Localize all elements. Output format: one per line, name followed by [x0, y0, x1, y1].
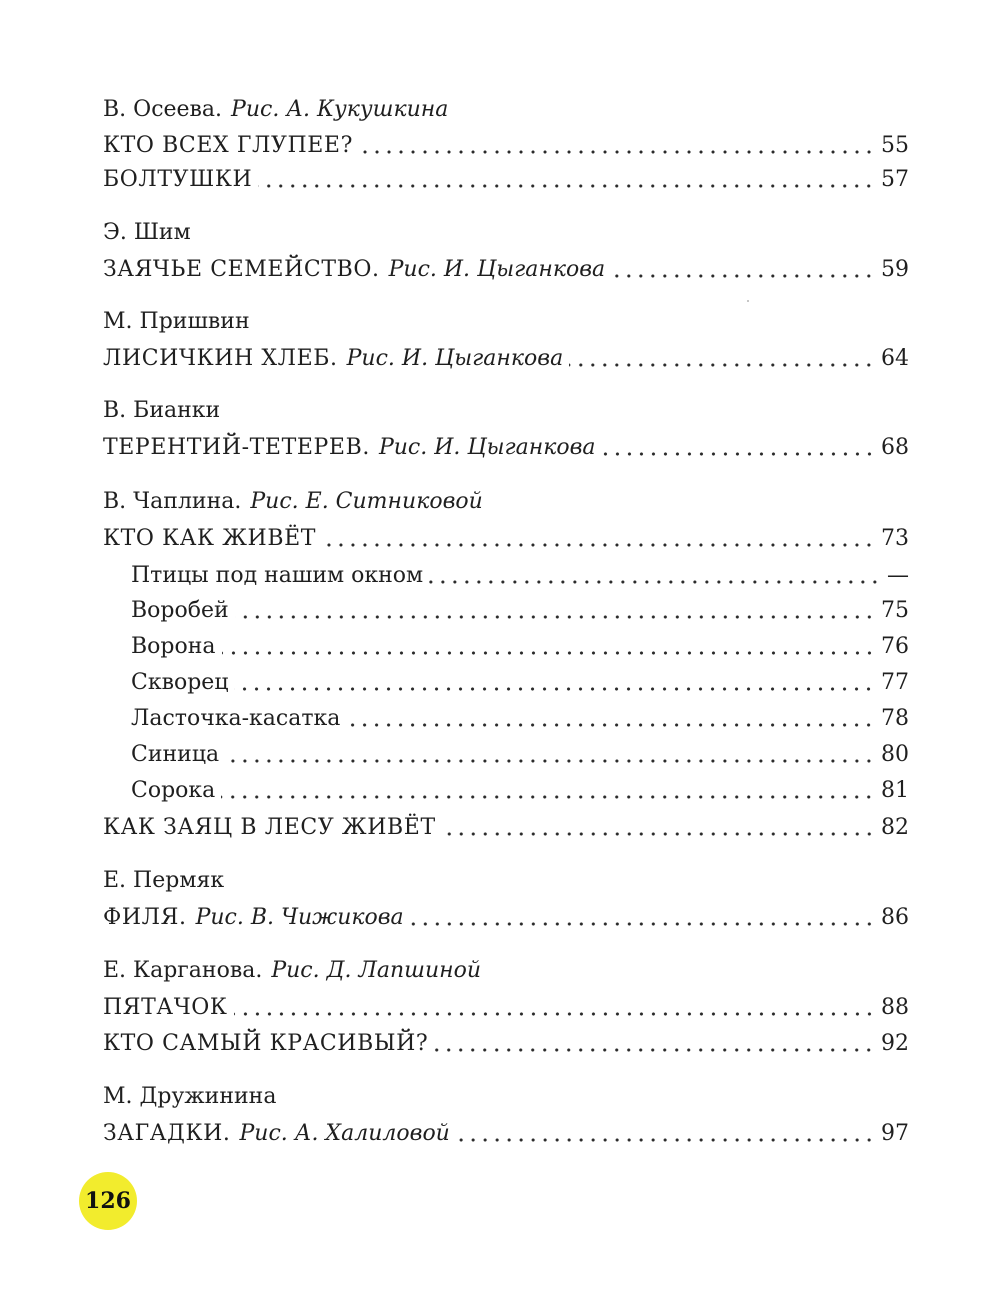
page-number: 76: [881, 634, 909, 659]
page-number: 78: [881, 706, 909, 731]
author-name: Э. Шим: [103, 220, 191, 245]
entry-title: КТО КАК ЖИВЁТ: [103, 526, 317, 551]
dot-leader: [221, 795, 875, 799]
toc-entry[interactable]: [103, 898, 909, 932]
page-number: 80: [881, 742, 909, 767]
entry-title: ЗАЯЧЬЕ СЕМЕЙСТВО.: [103, 257, 380, 282]
dot-leader: [442, 832, 875, 836]
toc-subentry[interactable]: [131, 771, 909, 805]
toc-subentry[interactable]: [131, 556, 909, 590]
page-number-badge: 126: [79, 1172, 137, 1230]
entry-title: КАК ЗАЯЦ В ЛЕСУ ЖИВЁТ: [103, 815, 436, 840]
toc-author-permyak: [103, 861, 224, 895]
toc-subentry[interactable]: [131, 735, 909, 769]
entry-title: ТЕРЕНТИЙ-ТЕТЕРЕВ.: [103, 435, 370, 460]
illustrator-credit: Рис. В. Чижикова: [195, 905, 404, 930]
entry-title: ФИЛЯ.: [103, 905, 187, 930]
page-number: 82: [881, 815, 909, 840]
toc-subentry[interactable]: [131, 591, 909, 625]
page-number: 81: [881, 778, 909, 803]
illustrator-credit: Рис. Е. Ситниковой: [250, 489, 483, 514]
page-number: 57: [881, 167, 909, 192]
dot-leader: [602, 452, 875, 456]
page-number: 68: [881, 435, 909, 460]
toc-entry[interactable]: [103, 808, 909, 842]
toc-subentry[interactable]: [131, 699, 909, 733]
dot-leader: [222, 651, 875, 655]
page-number: 55: [881, 133, 909, 158]
page-number: —: [887, 563, 909, 588]
dot-leader: [322, 543, 875, 547]
dot-leader: [258, 184, 875, 188]
page-number: 64: [881, 346, 909, 371]
entry-title: ЛИСИЧКИН ХЛЕБ.: [103, 346, 338, 371]
entry-title: БОЛТУШКИ: [103, 167, 253, 192]
dot-leader: [225, 759, 875, 763]
toc-subentry[interactable]: [131, 663, 909, 697]
page-number: 75: [881, 598, 909, 623]
illustrator-credit: Рис. И. Цыганкова: [346, 346, 564, 371]
entry-title: КТО САМЫЙ КРАСИВЫЙ?: [103, 1031, 429, 1056]
author-name: В. Бианки: [103, 398, 221, 423]
toc-author-prishvin: [103, 302, 250, 336]
dot-leader: [456, 1138, 875, 1142]
page-number: 86: [881, 905, 909, 930]
scan-speck: [747, 300, 749, 302]
author-name: М. Пришвин: [103, 309, 250, 334]
entry-title: Ласточка-касатка: [131, 706, 341, 731]
toc-entry[interactable]: [103, 250, 909, 284]
dot-leader: [234, 1012, 875, 1016]
entry-title: Синица: [131, 742, 220, 767]
dot-leader: [569, 363, 875, 367]
page-number: 73: [881, 526, 909, 551]
author-name: Е. Карганова.: [103, 958, 263, 983]
page-number: 97: [881, 1121, 909, 1146]
page-number: 88: [881, 995, 909, 1020]
page-number: 59: [881, 257, 909, 282]
toc-author-druzhinina: [103, 1077, 276, 1111]
dot-leader: [410, 922, 875, 926]
dot-leader: [234, 687, 875, 691]
toc-entry[interactable]: [103, 339, 909, 373]
entry-title: Ворона: [131, 634, 216, 659]
entry-title: Скворец: [131, 670, 229, 695]
entry-title: ПЯТАЧОК: [103, 995, 228, 1020]
entry-title: ЗАГАДКИ.: [103, 1121, 231, 1146]
dot-leader: [346, 723, 875, 727]
author-name: В. Осеева.: [103, 97, 223, 122]
author-name: Е. Пермяк: [103, 868, 225, 893]
toc-author-chaplina: [103, 482, 483, 516]
author-name: М. Дружинина: [103, 1084, 277, 1109]
toc-author-shim: [103, 213, 191, 247]
page-number: 92: [881, 1031, 909, 1056]
toc-entry[interactable]: [103, 988, 909, 1022]
author-name: В. Чаплина.: [103, 489, 242, 514]
entry-title: Воробей: [131, 598, 229, 623]
illustrator-credit: Рис. Д. Лапшиной: [271, 958, 482, 983]
entry-title: Птицы под нашим окном: [131, 563, 424, 588]
page-number: 77: [881, 670, 909, 695]
dot-leader: [235, 615, 875, 619]
entry-title: Сорока: [131, 778, 216, 803]
toc-entry[interactable]: [103, 1114, 909, 1148]
dot-leader: [359, 150, 875, 154]
dot-leader: [434, 1048, 875, 1052]
toc-entry[interactable]: [103, 160, 909, 194]
illustrator-credit: Рис. И. Цыганкова: [378, 435, 596, 460]
toc-author-bianki: [103, 391, 220, 425]
toc-entry[interactable]: [103, 1024, 909, 1058]
toc-author-oseeva: [103, 90, 448, 124]
dot-leader: [611, 274, 875, 278]
illustrator-credit: Рис. И. Цыганкова: [388, 257, 606, 282]
illustrator-credit: Рис. А. Кукушкина: [231, 97, 449, 122]
dot-leader: [429, 580, 881, 584]
toc-entry[interactable]: [103, 428, 909, 462]
toc-entry[interactable]: [103, 519, 909, 553]
illustrator-credit: Рис. А. Халиловой: [239, 1121, 450, 1146]
entry-title: КТО ВСЕХ ГЛУПЕЕ?: [103, 133, 353, 158]
toc-author-karganova: [103, 951, 481, 985]
toc-entry[interactable]: [103, 126, 909, 160]
toc-subentry[interactable]: [131, 627, 909, 661]
